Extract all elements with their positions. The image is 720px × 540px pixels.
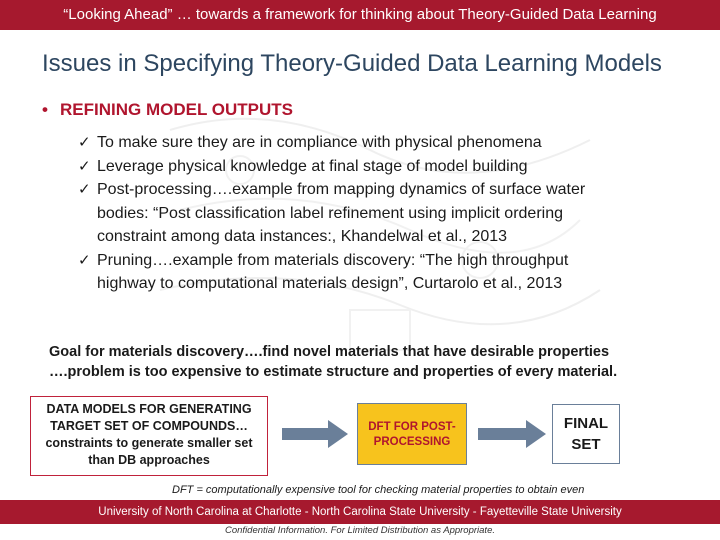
data-models-box — [30, 396, 268, 476]
check-item — [78, 155, 678, 179]
checkmark-icon: ✓ — [78, 156, 91, 175]
check-item-text-line: constraint among data instances:, Khandelwal et al., 2013 — [97, 228, 508, 245]
check-item-text-line: Post-processing….example from mapping dynamics of surface water — [97, 181, 586, 198]
section-heading-text: REFINING MODEL OUTPUTS — [60, 100, 293, 119]
final-set-line: FINAL — [563, 415, 609, 432]
section-heading — [42, 100, 293, 120]
dft-line: DFT FOR POST- — [368, 421, 456, 433]
final-set-line: SET — [571, 436, 601, 453]
data-models-line: TARGET SET OF COMPOUNDS… — [50, 419, 248, 433]
slide-title: Issues in Specifying Theory-Guided Data Learning Models — [42, 50, 662, 77]
dft-postprocessing-box — [357, 403, 467, 465]
final-set-box — [552, 404, 620, 464]
footer-banner: University of North Carolina at Charlotte - North Carolina State University - Fayetteville State University — [0, 500, 720, 524]
check-item-text-line: Pruning….example from materials discovery: “The high throughput — [97, 251, 569, 269]
check-item — [78, 249, 678, 296]
data-models-line: than DB approaches — [88, 453, 210, 467]
dft-footnote: DFT = computationally expensive tool for checking material properties to obtain even — [172, 484, 585, 496]
flow-arrow-icon — [478, 420, 546, 448]
data-models-line: constraints to generate smaller set — [45, 436, 253, 450]
check-item-text: Leverage physical knowledge at final stage of model building — [97, 157, 528, 175]
checkmark-icon: ✓ — [78, 133, 91, 151]
checkmark-icon: ✓ — [78, 250, 91, 269]
check-item — [78, 178, 678, 249]
check-item-text-line: highway to computational materials design”, Curtarolo et al., 2013 — [97, 275, 563, 292]
header-banner: “Looking Ahead” … towards a framework for thinking about Theory-Guided Data Learning — [0, 0, 720, 30]
check-item — [78, 131, 678, 155]
flow-arrow-shape — [478, 420, 546, 448]
flow-arrow-icon — [282, 420, 348, 448]
dft-line: PROCESSING — [373, 436, 451, 448]
check-item-text-line: bodies: “Post classification label refinement using implicit ordering — [97, 204, 563, 222]
goal-line: ….problem is too expensive to estimate structure and properties of every material. — [49, 364, 618, 380]
check-list — [78, 131, 678, 296]
data-models-line: DATA MODELS FOR GENERATING — [46, 402, 252, 416]
checkmark-icon: ✓ — [78, 180, 91, 198]
check-item-text: To make sure they are in compliance with physical phenomena — [97, 134, 542, 151]
flow-arrow-shape — [282, 420, 348, 448]
confidential-notice: Confidential Information. For Limited Distribution as Appropriate. — [225, 525, 495, 536]
goal-line: Goal for materials discovery….find novel materials that have desirable properties — [49, 344, 610, 360]
bullet-icon: • — [42, 100, 48, 119]
goal-statement — [49, 342, 689, 382]
